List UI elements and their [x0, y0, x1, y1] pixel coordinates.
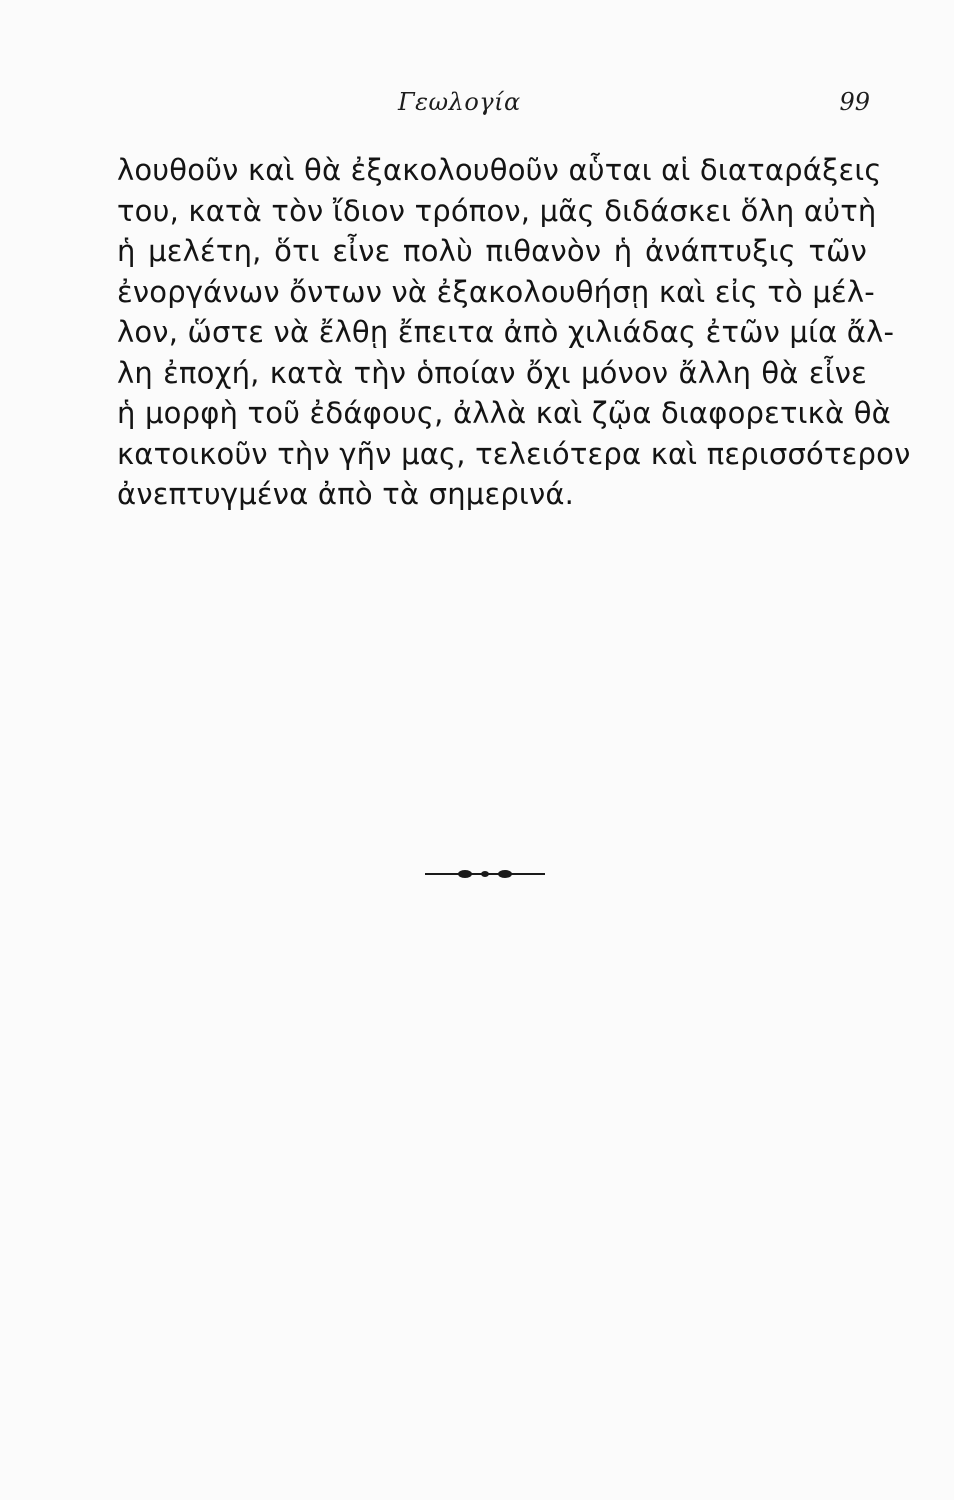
- ornament-dot-left: [458, 870, 472, 878]
- body-paragraph: [117, 150, 911, 515]
- text-line: ἡ μορφὴ τοῦ ἐδάφους, ἀλλὰ καὶ ζῷα διαφορετικὰ θὰ: [117, 396, 891, 430]
- page-header: [110, 88, 870, 124]
- running-title: Γεωλογία: [398, 88, 521, 116]
- text-line: ἡ μελέτη, ὅτι εἶνε πολὺ πιθανὸν ἡ ἀνάπτυξις τῶν: [117, 234, 867, 268]
- text-line: λον, ὥστε νὰ ἔλθῃ ἔπειτα ἀπὸ χιλιάδας ἐτῶν μία ἄλ-: [117, 315, 895, 349]
- text-line: του, κατὰ τὸν ἴδιον τρόπον, μᾶς διδάσκει ὅλη αὐτὴ: [117, 193, 877, 228]
- page-number: 99: [839, 88, 870, 116]
- text-line: κατοικοῦν τὴν γῆν μας, τελειότερα καὶ περισσότερον: [117, 436, 911, 471]
- tailpiece-ornament-icon: [425, 866, 545, 882]
- text-line: ἐνοργάνων ὄντων νὰ ἐξακολουθήσῃ καὶ εἰς τὸ μέλ-: [117, 274, 875, 309]
- ornament-dot-center: [481, 871, 489, 877]
- text-line: λη ἐποχή, κατὰ τὴν ὁποίαν ὄχι μόνον ἄλλη θὰ εἶνε: [117, 355, 867, 390]
- ornament-dot-right: [498, 870, 512, 878]
- text-line: λουθοῦν καὶ θὰ ἐξακολουθοῦν αὗται αἱ διαταράξεις: [117, 153, 882, 187]
- text-line-last: ἀνεπτυγμένα ἀπὸ τὰ σημερινά.: [117, 477, 575, 511]
- tailpiece-ornament-svg: [425, 866, 545, 882]
